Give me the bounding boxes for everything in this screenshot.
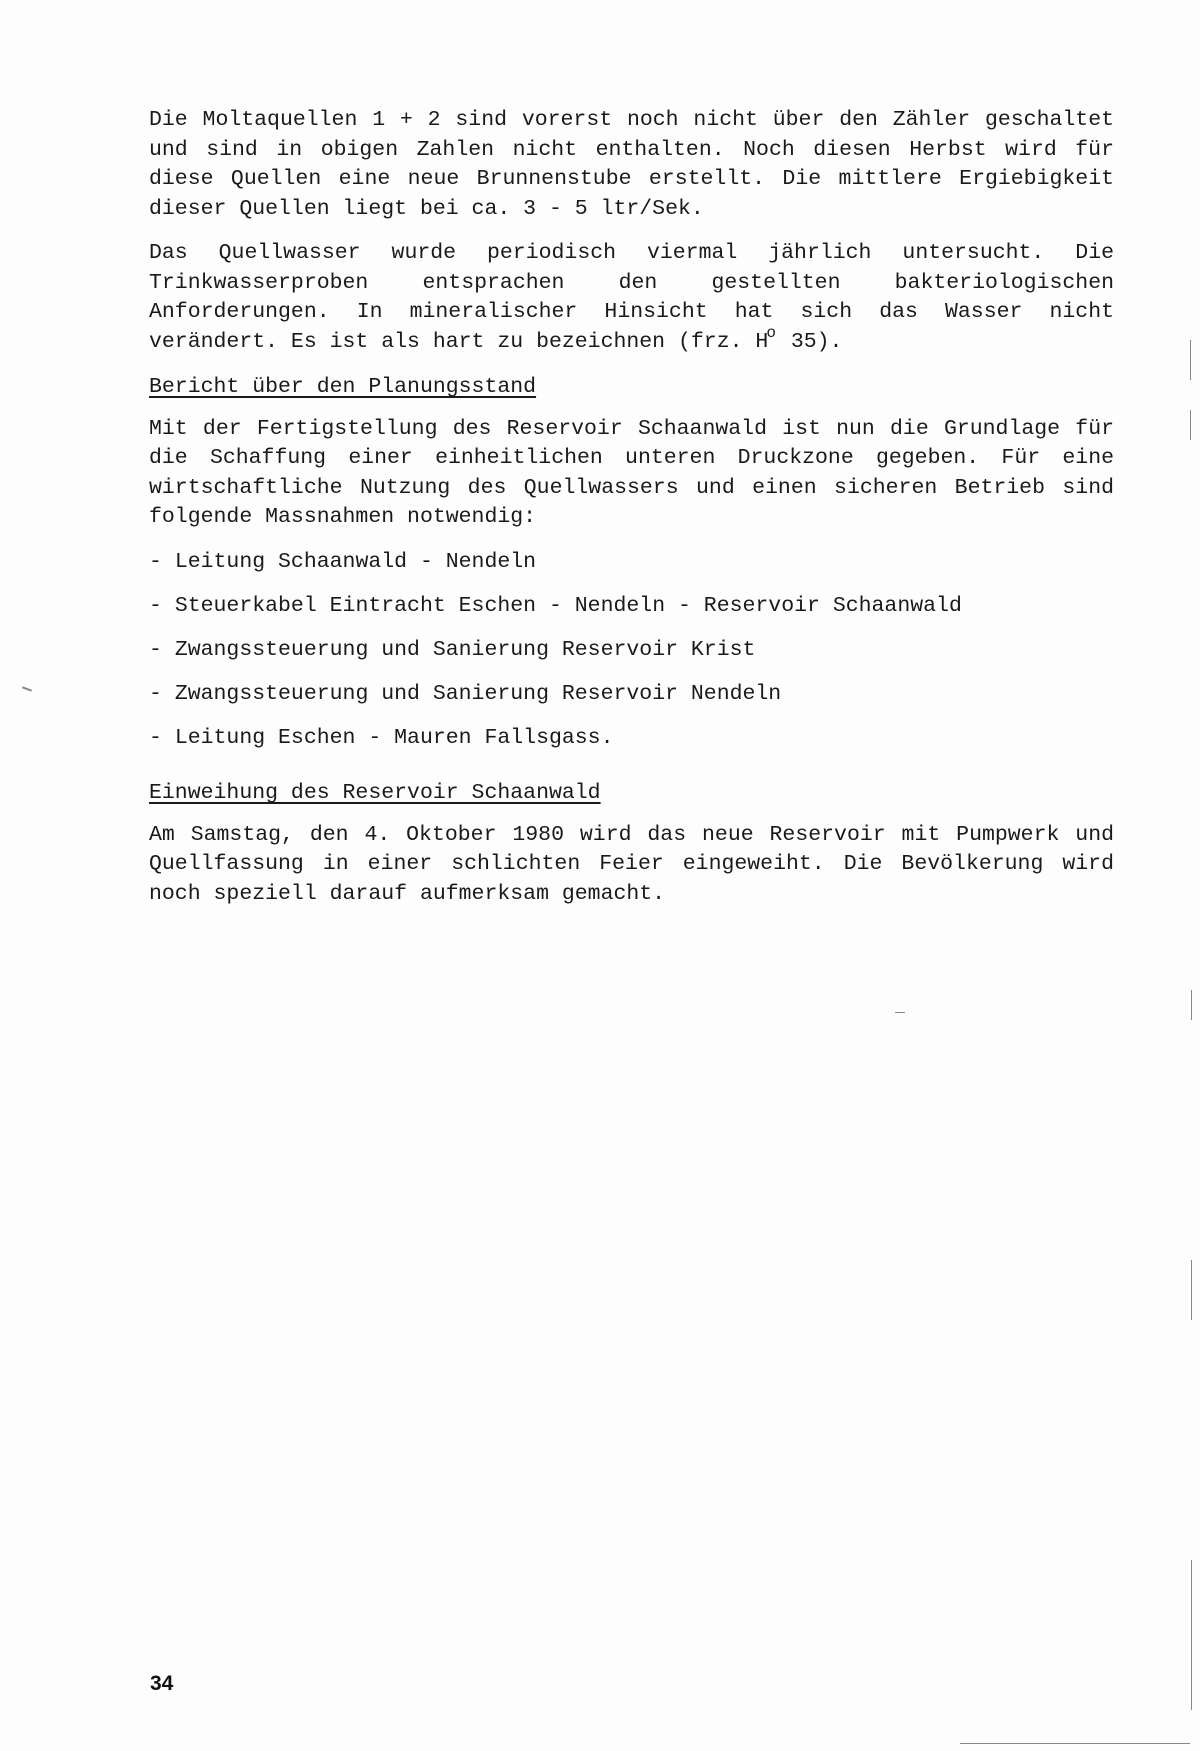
measure-item-1: - Leitung Schaanwald - Nendeln	[149, 548, 1114, 578]
scan-edge-mark	[1190, 410, 1191, 440]
measure-item-2: - Steuerkabel Eintracht Eschen - Nendeln - Reservoir Schaanwald	[149, 592, 1114, 622]
heading-einweihung: Einweihung des Reservoir Schaanwald	[149, 781, 601, 805]
scan-speck	[22, 686, 32, 691]
paragraph-moltaquellen: Die Moltaquellen 1 + 2 sind vorerst noch nicht über den Zähler geschaltet und sind in obigen Zahlen nicht enthalten. Noch diesen Herbst wird für diese Quellen eine neue Brunnenstube erstellt. Die mittlere Ergiebigkeit dieser Quellen liegt bei ca. 3 - 5 ltr/Sek.	[149, 108, 1114, 221]
paragraph-fertigstellung: Mit der Fertigstellung des Reservoir Schaanwald ist nun die Grundlage für die Schaffung einer einheitlichen unteren Druckzone gegeben. Für eine wirtschaftliche Nutzung des Quellwassers und einen sicheren Betrieb sind folgende Massnahmen notwendig:	[149, 416, 1114, 529]
measure-item-4: - Zwangssteuerung und Sanierung Reservoir Nendeln	[149, 680, 1114, 710]
scan-speck	[895, 1012, 905, 1013]
scan-edge-mark	[1191, 1560, 1192, 1710]
paragraph-quellwasser-text: Das Quellwasser wurde periodisch viermal jährlich untersucht. Die Trinkwasserproben entsprachen den gestellten bakteriologischen Anforderungen. In mineralischer Hinsicht hat sich das Wasser nicht verändert. Es ist als hart zu bezeichnen (frz. H	[149, 241, 1114, 354]
heading-planungsstand: Bericht über den Planungsstand	[149, 375, 537, 399]
measure-item-3: - Zwangssteuerung und Sanierung Reservoir Krist	[149, 636, 1114, 666]
measures-list	[149, 548, 1114, 754]
paragraph-quellwasser	[149, 239, 1114, 358]
page-number: 34	[150, 1672, 174, 1695]
measure-item-5: - Leitung Eschen - Mauren Fallsgass.	[149, 724, 1114, 754]
page-content	[149, 106, 1114, 924]
scan-edge-mark	[1190, 340, 1191, 380]
paragraph-quellwasser-end: 35).	[777, 329, 843, 354]
scan-edge-mark	[960, 1743, 1190, 1744]
paragraph-samstag: Am Samstag, den 4. Oktober 1980 wird das neue Reservoir mit Pumpwerk und Quellfassung in einer schlichten Feier eingeweiht. Die Bevölkerung wird noch speziell darauf aufmerksam gemacht.	[149, 822, 1114, 906]
superscript-degree: o	[766, 323, 776, 342]
scan-edge-mark	[1191, 1260, 1192, 1320]
scan-edge-mark	[1191, 990, 1192, 1020]
